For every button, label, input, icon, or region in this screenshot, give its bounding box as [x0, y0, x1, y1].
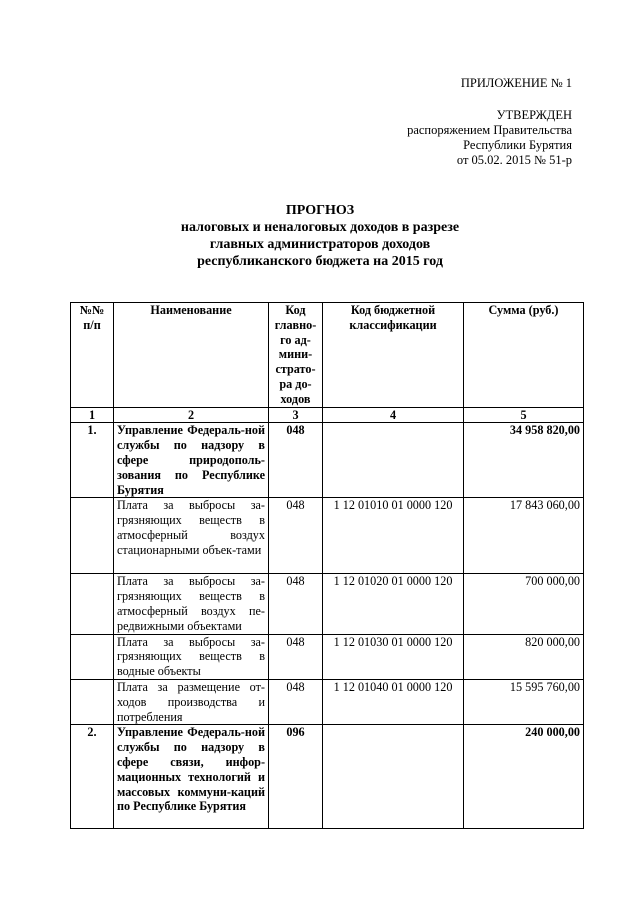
table-row [71, 725, 584, 829]
table-row [71, 634, 584, 679]
row-sum: 15 595 760,00 [464, 679, 584, 724]
row-budget-code: 1 12 01010 01 0000 120 [323, 498, 464, 574]
row-admin-code: 048 [269, 423, 323, 498]
header-admin-code: Код главно-го ад-мини-страто-ра до-ходов [269, 303, 323, 408]
column-number-row [71, 407, 584, 423]
row-name: Плата за выбросы за-грязняющих веществ в атмосферный воздух пе-редвижными объектами [114, 574, 269, 634]
row-budget-code [323, 423, 464, 498]
table-row [71, 574, 584, 634]
row-budget-code: 1 12 01030 01 0000 120 [323, 634, 464, 679]
row-admin-code: 048 [269, 574, 323, 634]
column-number: 1 [71, 407, 114, 423]
column-number: 5 [464, 407, 584, 423]
column-number: 3 [269, 407, 323, 423]
order-line-2: Республики Бурятия [463, 138, 572, 152]
approved-label: УТВЕРЖДЕН [496, 108, 572, 122]
column-number: 4 [323, 407, 464, 423]
header-sum: Сумма (руб.) [464, 303, 584, 408]
row-name: Управление Федераль-ной службы по надзору в сфере связи, инфор-мационных технологий и массовых коммуни-каций по Республике Бурятия [114, 725, 269, 829]
header-num: №№ п/п [71, 303, 114, 408]
order-date: от 05.02. 2015 № 51-р [456, 153, 572, 167]
header-budget-code: Код бюджетной классификации [323, 303, 464, 408]
row-budget-code: 1 12 01020 01 0000 120 [323, 574, 464, 634]
row-sum: 17 843 060,00 [464, 498, 584, 574]
row-budget-code [323, 725, 464, 829]
row-num: 2. [71, 725, 114, 829]
row-num [71, 574, 114, 634]
row-name: Плата за размещение от-ходов производства и потребления [114, 679, 269, 724]
row-name: Плата за выбросы за-грязняющих веществ в водные объекты [114, 634, 269, 679]
column-number: 2 [114, 407, 269, 423]
table-row [71, 498, 584, 574]
row-num: 1. [71, 423, 114, 498]
row-sum: 820 000,00 [464, 634, 584, 679]
document-subtitle-2: главных администраторов доходов [209, 237, 431, 252]
table-row [71, 679, 584, 724]
row-admin-code: 048 [269, 634, 323, 679]
row-budget-code: 1 12 01040 01 0000 120 [323, 679, 464, 724]
row-admin-code: 048 [269, 498, 323, 574]
row-sum: 240 000,00 [464, 725, 584, 829]
table-header-row [71, 303, 584, 408]
order-line-1: распоряжением Правительства [407, 123, 572, 137]
row-sum: 34 958 820,00 [464, 423, 584, 498]
header-name: Наименование [114, 303, 269, 408]
row-sum: 700 000,00 [464, 574, 584, 634]
row-num [71, 679, 114, 724]
row-num [71, 634, 114, 679]
row-name: Управление Федераль-ной службы по надзору в сфере природополь-зования по Республике Бурятия [114, 423, 269, 498]
table-row [71, 423, 584, 498]
document-subtitle-1: налоговых и неналоговых доходов в разрезе [180, 220, 460, 235]
row-admin-code: 048 [269, 679, 323, 724]
document-title: ПРОГНОЗ [285, 203, 355, 218]
row-name: Плата за выбросы за-грязняющих веществ в атмосферный воздух стационарными объек-тами [114, 498, 269, 574]
revenue-forecast-table [70, 302, 584, 829]
row-num [71, 498, 114, 574]
appendix-label: ПРИЛОЖЕНИЕ № 1 [460, 76, 572, 90]
document-subtitle-3: республиканского бюджета на 2015 год [197, 254, 443, 269]
row-admin-code: 096 [269, 725, 323, 829]
